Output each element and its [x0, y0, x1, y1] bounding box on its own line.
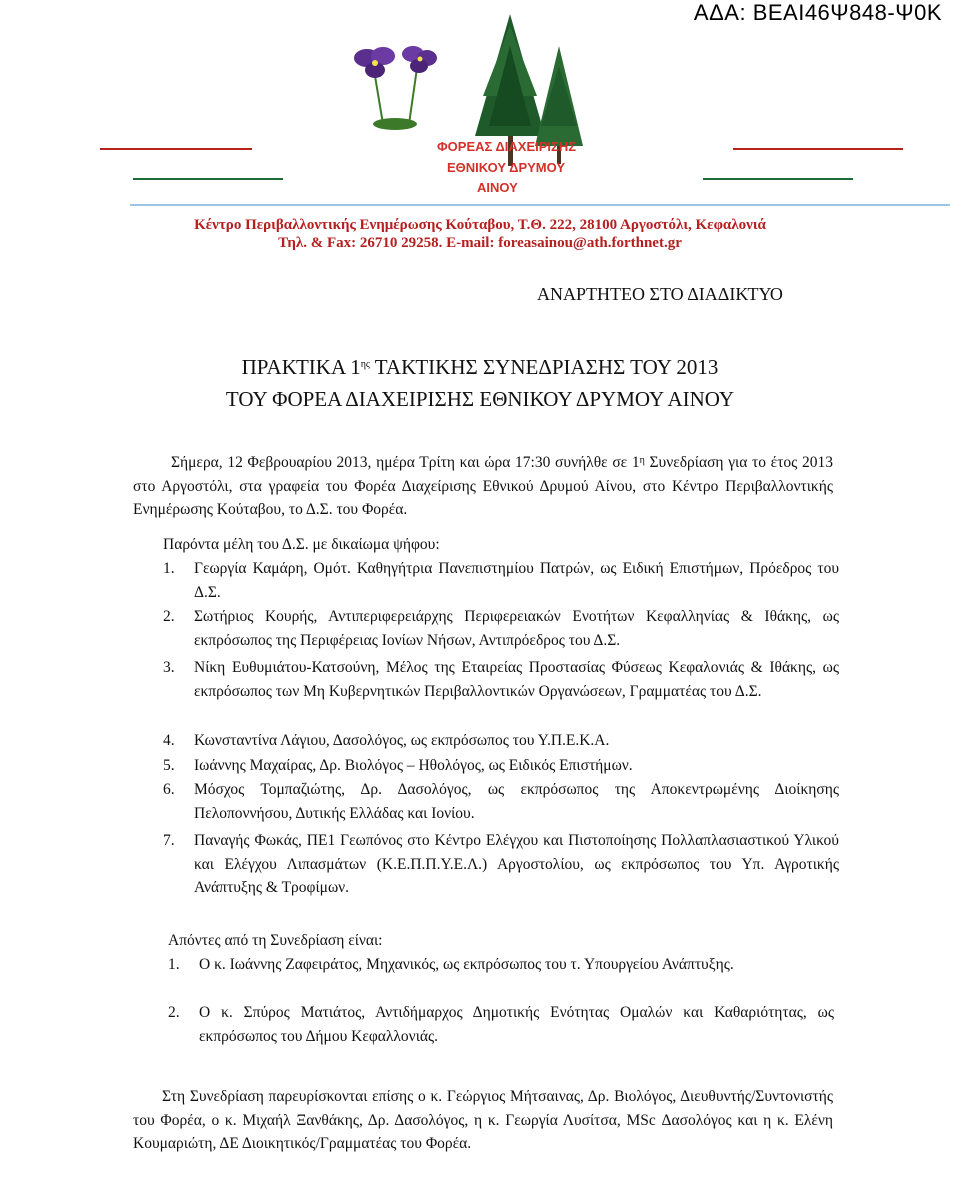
item-text: Νίκη Ευθυμιάτου-Κατσούνη, Μέλος της Εταιρείας Προστασίας Φύσεως Κεφαλονιάς & Ιθάκης, ως εκπρόσωπος των Μη Κυβερνητικών Περιβαλλοντικών Οργανώσεων, Γραμματέας του Δ.Σ.: [194, 659, 839, 700]
item-number: 2.: [163, 608, 175, 625]
header-rule-left-bottom: [133, 178, 283, 180]
list-item: [163, 778, 839, 825]
list-item: [168, 1001, 834, 1048]
list-item: [163, 557, 839, 604]
title-superscript: ης: [360, 359, 370, 370]
document-title-line2: ΤΟΥ ΦΟΡΕΑ ΔΙΑΧΕΙΡΙΣΗΣ ΕΘΝΙΚΟΥ ΔΡΥΜΟΥ ΑΙΝΟΥ: [225, 387, 735, 411]
ada-code: ΑΔΑ: ΒΕΑΙ46Ψ848-Ψ0Κ: [693, 0, 942, 25]
header-rule-right-bottom: [703, 178, 853, 180]
intro-post: Συνεδρίαση για το έτος 2013 στο Αργοστόλι, στα γραφεία του Φορέα Διαχείρισης Εθνικού Δρυμού Αίνου, στο Κέντρο Περιβαλλοντικής Ενημέρωσης Κούταβου, το Δ.Σ. του Φορέα.: [133, 454, 833, 518]
list-item: [163, 829, 839, 900]
header-divider: [130, 204, 950, 206]
logo-text-line2: ΕΘΝΙΚΟΥ ΔΡΥΜΟΥ: [447, 160, 566, 175]
item-text: Ο κ. Σπύρος Ματιάτος, Αντιδήμαρχος Δημοτικής Ενότητας Ομαλών και Καθαριότητας, ως εκπρόσωπος του Δήμου Κεφαλλονιάς.: [199, 1004, 834, 1045]
intro-superscript: η: [639, 455, 645, 466]
item-text: Ιωάννης Μαχαίρας, Δρ. Βιολόγος – Ηθολόγος, ως Ειδικός Επιστήμων.: [194, 757, 633, 774]
item-number: 2.: [168, 1004, 180, 1021]
document-title-line1: [0, 352, 960, 382]
violet-flower-small-icon: [402, 46, 437, 124]
item-number: 7.: [163, 832, 175, 849]
posting-note: ΑΝΑΡΤΗΤΕΟ ΣΤΟ ΔΙΑΔΙΚΤΥΟ: [537, 284, 783, 304]
item-text: Σωτήριος Κουρής, Αντιπεριφερειάρχης Περιφερειακών Ενοτήτων Κεφαλληνίας & Ιθάκης, ως εκπρόσωπος της Περιφέρειας Ιονίων Νήσων, Αντιπρόεδρος του Δ.Σ.: [194, 608, 839, 649]
logo-text-line1: ΦΟΡΕΑΣ ΔΙΑΧΕΙΡΙΣΗΣ: [437, 139, 577, 154]
item-number: 3.: [163, 659, 175, 676]
contact-phone-email: Τηλ. & Fax: 26710 29258. E-mail: foreasainou@ath.forthnet.gr: [278, 235, 682, 251]
item-text: Γεωργία Καμάρη, Ομότ. Καθηγήτρια Πανεπιστημίου Πατρών, ως Ειδική Επιστήμων, Πρόεδρος του Δ.Σ.: [194, 560, 839, 601]
list-item: [163, 656, 839, 703]
item-number: 1.: [163, 560, 175, 577]
item-number: 5.: [163, 757, 175, 774]
intro-paragraph: [133, 451, 833, 522]
item-number: 6.: [163, 781, 175, 798]
item-number: 1.: [168, 956, 180, 973]
title-pre: ΠΡΑΚΤΙΚΑ 1: [241, 355, 361, 379]
list-item: [168, 953, 834, 977]
header-rule-right-top: [733, 148, 903, 150]
absent-heading: Απόντες από τη Συνεδρίαση είναι:: [168, 932, 383, 949]
item-text: Ο κ. Ιωάννης Ζαφειράτος, Μηχανικός, ως εκπρόσωπος του τ. Υπουργείου Ανάπτυξης.: [199, 956, 734, 973]
organization-logo: [325, 6, 625, 198]
item-text: Παναγής Φωκάς, ΠΕ1 Γεωπόνος στο Κέντρο Ελέγχου και Πιστοποίησης Πολλαπλασιαστικού Υλικού και Ελέγχου Λιπασμάτων (Κ.Ε.Π.Π.Υ.Ε.Λ.) Αργοστολίου, ως εκπρόσωπος του Υπ. Αγροτικής Ανάπτυξης & Τροφίμων.: [194, 832, 839, 896]
logo-text-line3: ΑΙΝΟΥ: [477, 180, 518, 195]
violet-flower-icon: [354, 47, 395, 124]
item-text: Μόσχος Τομπαζιώτης, Δρ. Δασολόγος, ως εκπρόσωπος της Αποκεντρωμένης Διοίκησης Πελοποννήσου, Δυτικής Ελλάδας και Ιονίου.: [194, 781, 839, 822]
present-heading: Παρόντα μέλη του Δ.Σ. με δικαίωμα ψήφου:: [163, 536, 440, 553]
list-item: [163, 605, 839, 652]
attendance-paragraph: Στη Συνεδρίαση παρευρίσκονται επίσης ο κ. Γεώργιος Μήτσαινας, Δρ. Βιολόγος, Διευθυντής/Συντονιστής του Φορέα, ο κ. Μιχαήλ Ξανθάκης, Δρ. Δασολόγος, η κ. Γεωργία Λυσίτσα, MSc Δασολόγος και η κ. Ελένη Κουμαριώτη, ΔΕ Διοικητικός/Γραμματέας του Φορέα.: [133, 1088, 833, 1152]
title-post: ΤΑΚΤΙΚΗΣ ΣΥΝΕΔΡΙΑΣΗΣ ΤΟΥ 2013: [369, 355, 719, 379]
item-text: Κωνσταντίνα Λάγιου, Δασολόγος, ως εκπρόσωπος του Υ.Π.Ε.Κ.Α.: [194, 732, 610, 749]
intro-pre: Σήμερα, 12 Φεβρουαρίου 2013, ημέρα Τρίτη και ώρα 17:30 συνήλθε σε 1: [171, 454, 640, 471]
list-item: [163, 729, 839, 753]
item-number: 4.: [163, 732, 175, 749]
contact-address: Κέντρο Περιβαλλοντικής Ενημέρωσης Κούταβου, Τ.Θ. 222, 28100 Αργοστόλι, Κεφαλονιά: [194, 217, 766, 233]
list-item: [163, 754, 839, 778]
header-rule-left-top: [100, 148, 252, 150]
